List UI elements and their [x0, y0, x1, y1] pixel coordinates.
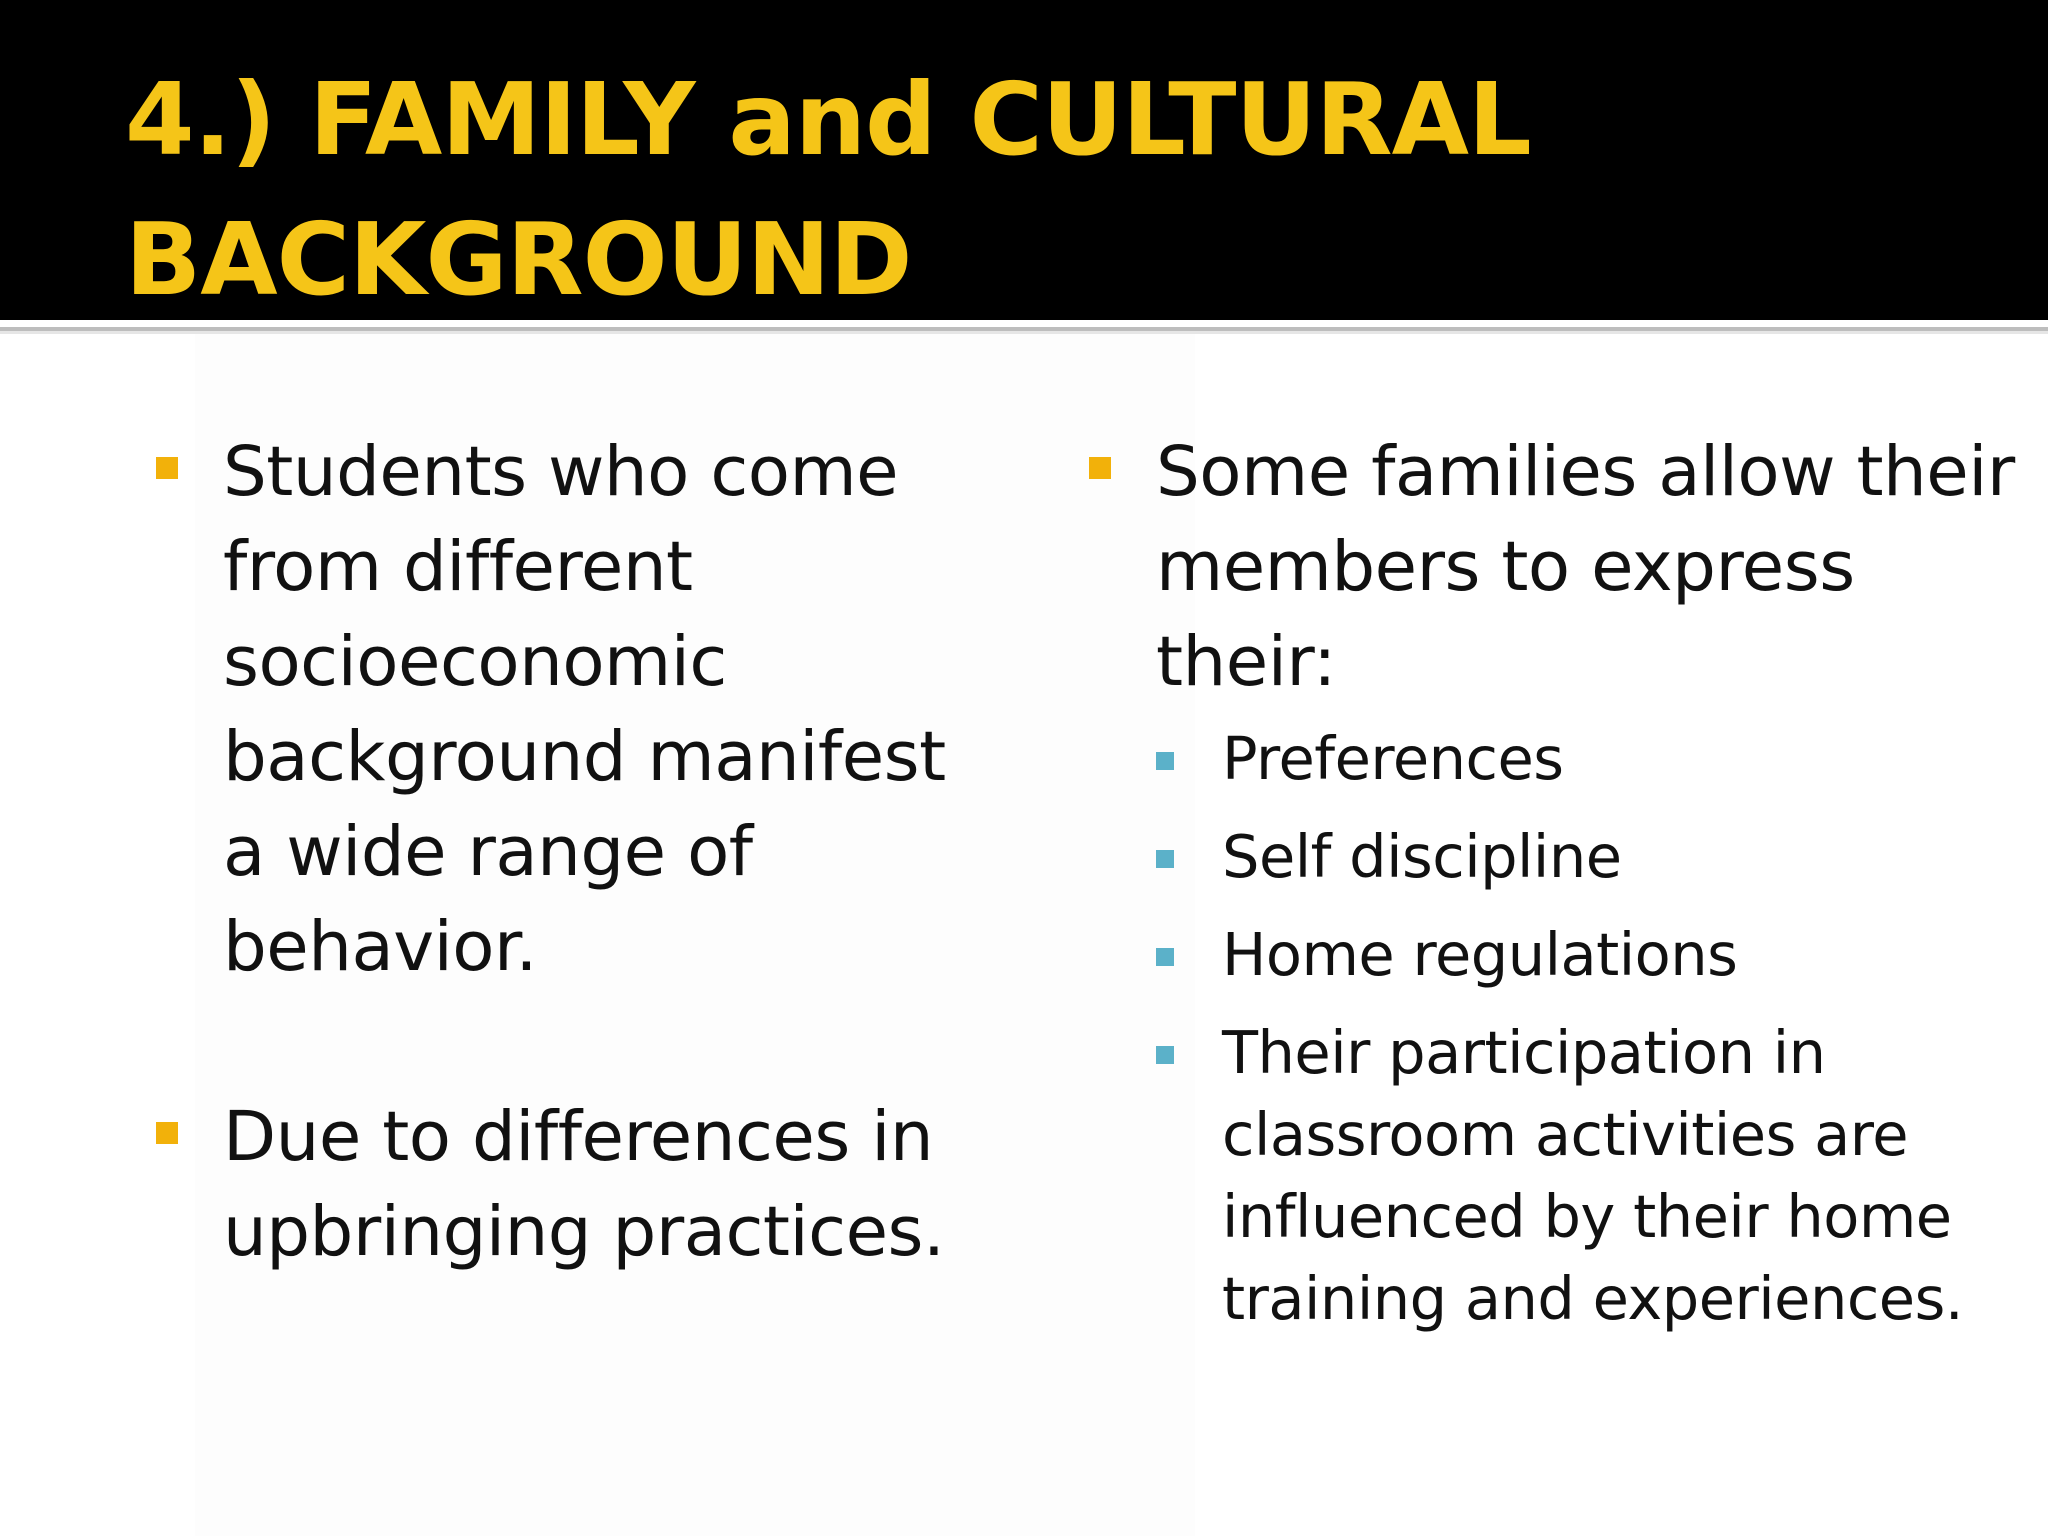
small-square-bullet-icon — [1156, 1046, 1174, 1064]
sub-bullet-item — [1156, 1012, 2028, 1340]
bullet-item — [150, 425, 990, 995]
sub-bullet-list — [1156, 718, 2028, 1340]
bullet-item — [1083, 425, 2028, 1340]
sub-bullet-item — [1156, 914, 2028, 996]
sub-bullet-text: Their participation in classroom activities are influenced by their home training and experiences. — [1222, 1018, 1964, 1333]
sub-bullet-text: Preferences — [1222, 724, 1564, 793]
slide-title — [125, 50, 1825, 330]
bullet-item — [150, 1090, 990, 1280]
small-square-bullet-icon — [1156, 850, 1174, 868]
sub-bullet-item — [1156, 816, 2028, 898]
square-bullet-icon — [1089, 457, 1111, 479]
slide-title-line-2: BACKGROUND — [125, 201, 912, 318]
left-column — [150, 425, 990, 1280]
bullet-text: Some families allow their members to express their: — [1156, 432, 2015, 702]
small-square-bullet-icon — [1156, 948, 1174, 966]
small-square-bullet-icon — [1156, 752, 1174, 770]
bullet-text: Due to differences in upbringing practices. — [223, 1097, 945, 1272]
slide-title-line-1: 4.) FAMILY and CULTURAL — [125, 61, 1531, 178]
title-bar — [0, 0, 2048, 320]
sub-bullet-item — [1156, 718, 2028, 800]
right-column — [1083, 425, 2028, 1356]
sub-bullet-text: Home regulations — [1222, 920, 1738, 989]
square-bullet-icon — [156, 457, 178, 479]
sub-bullet-text: Self discipline — [1222, 822, 1622, 891]
square-bullet-icon — [156, 1122, 178, 1144]
bullet-text: Students who come from different socioeconomic background manifest a wide range of behavior. — [223, 432, 946, 987]
